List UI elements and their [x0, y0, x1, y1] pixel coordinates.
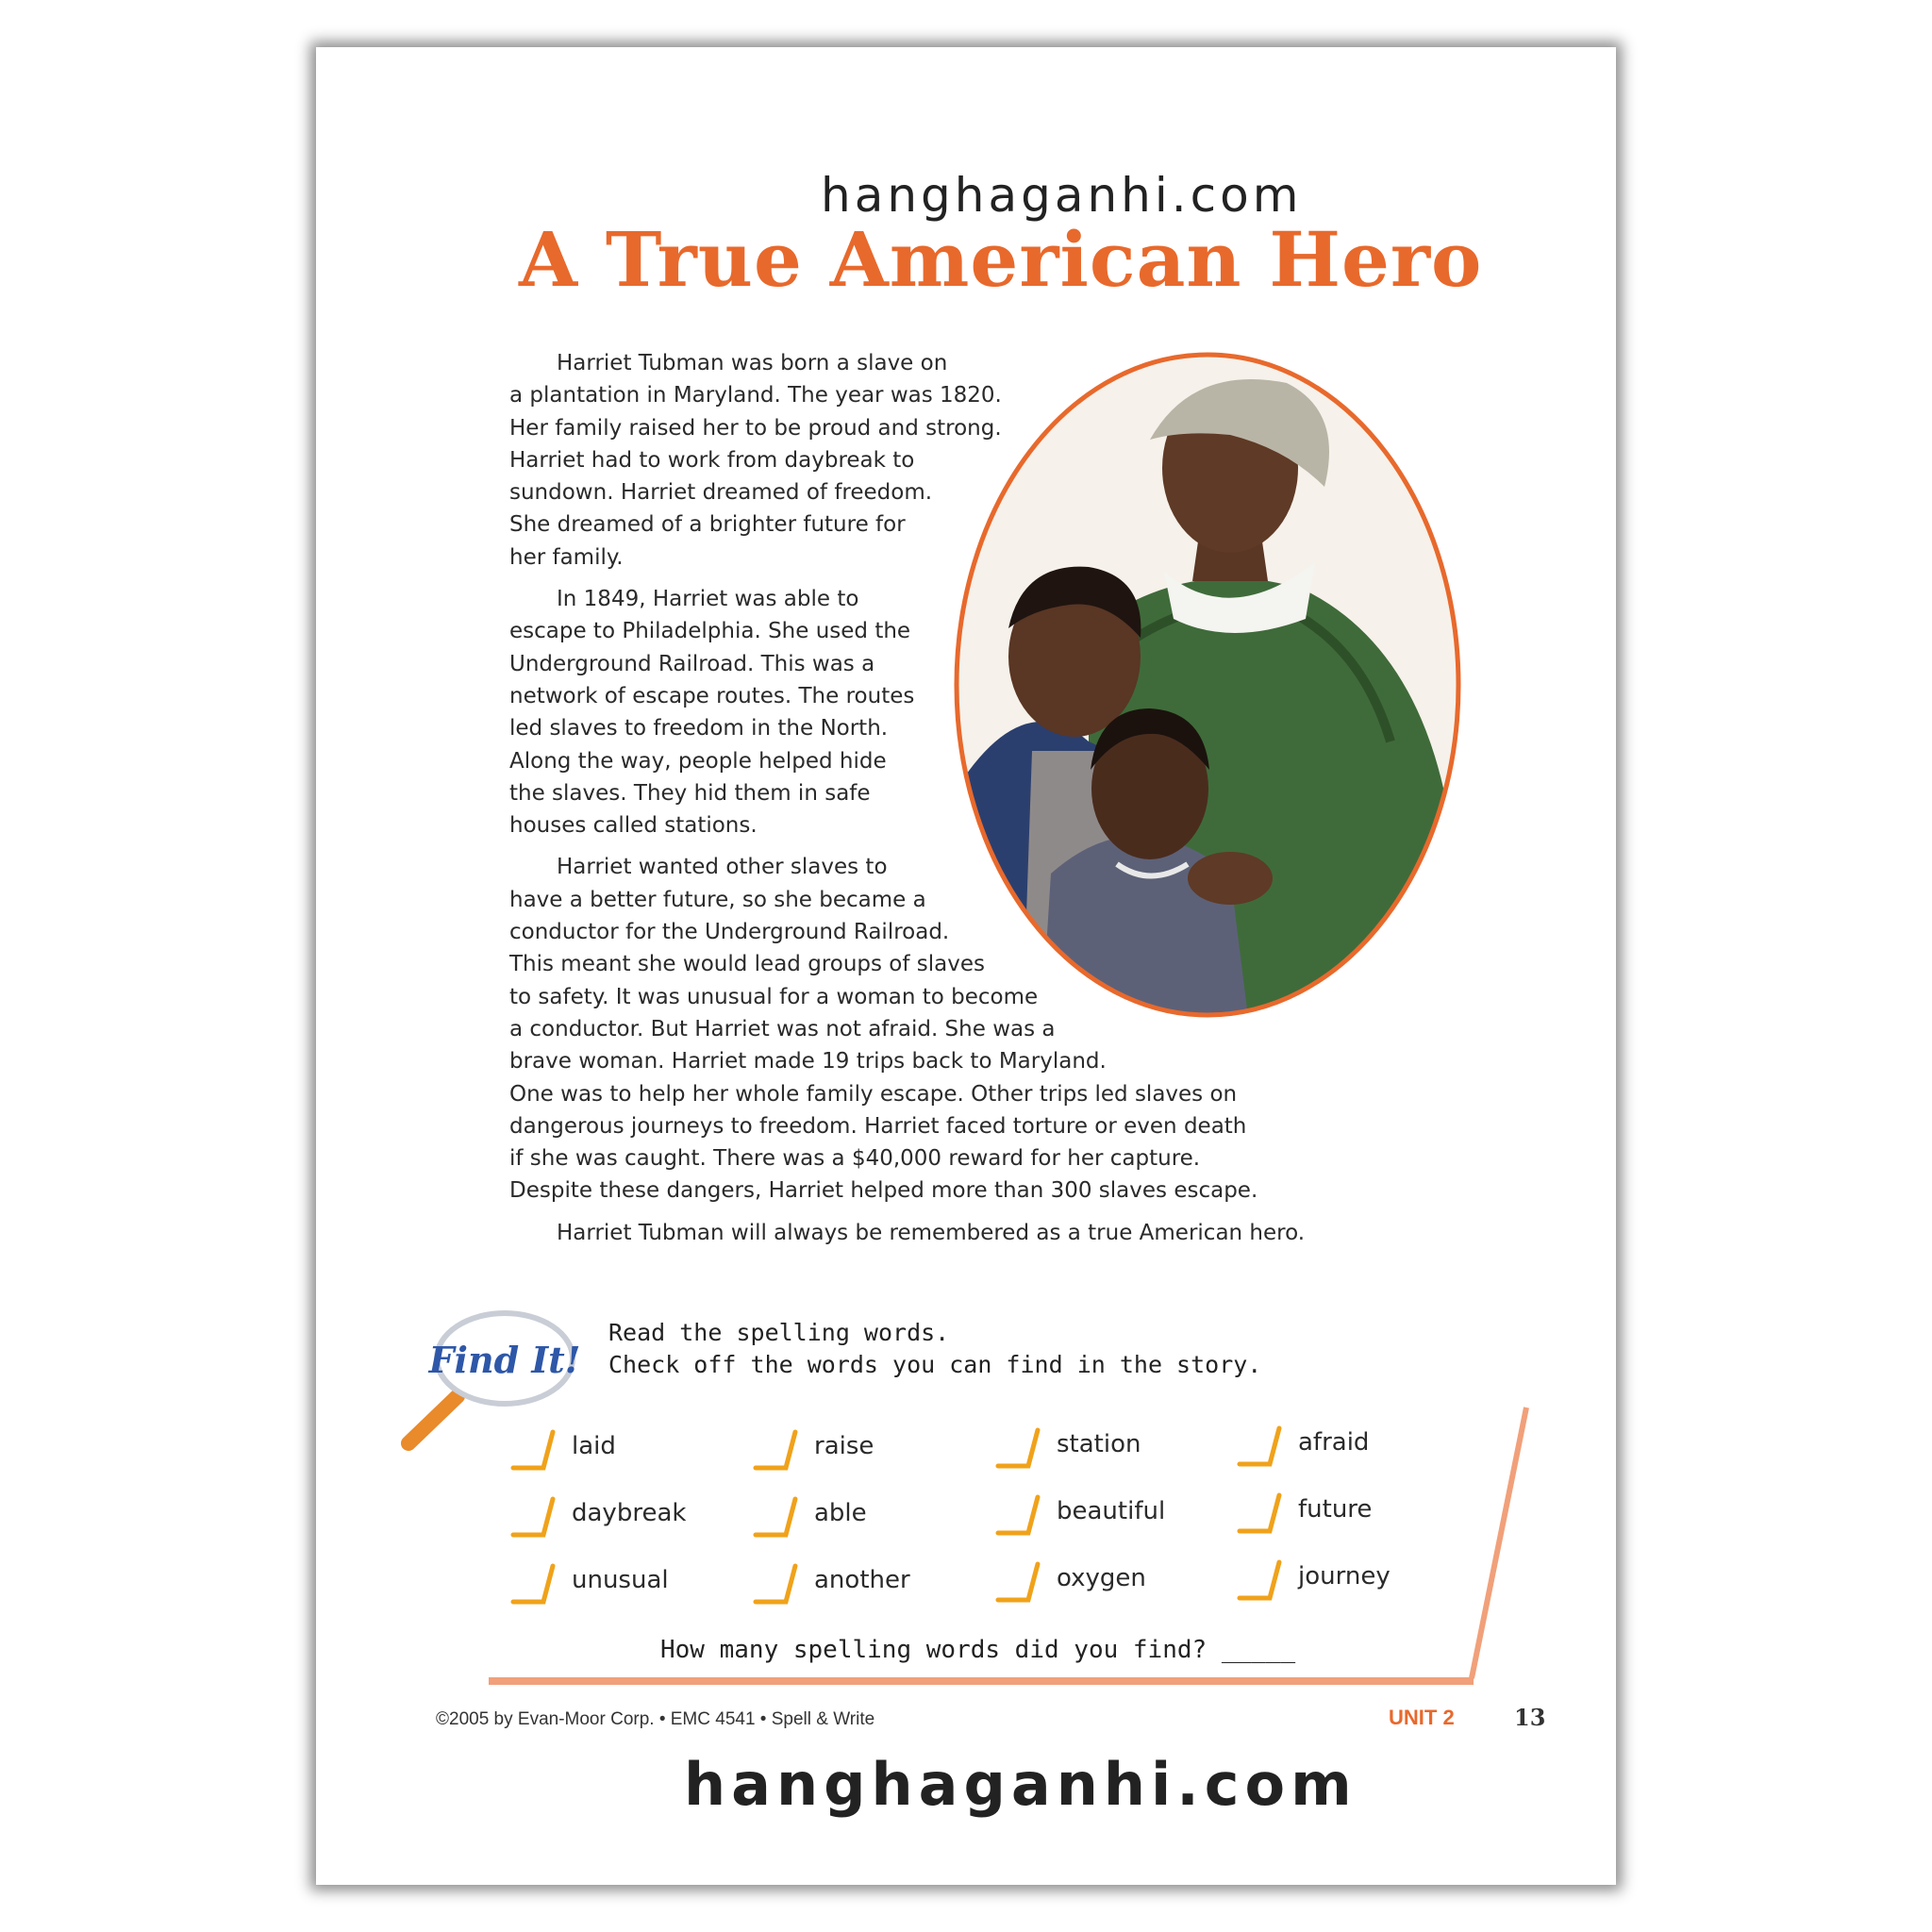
- story-line: houses called stations.: [509, 813, 758, 839]
- portrait-illustration: [947, 345, 1468, 1024]
- story-line: dangerous journeys to freedom. Harriet faced torture or even death: [509, 1113, 1247, 1139]
- checkmark-icon: [994, 1424, 1041, 1472]
- story-line: if she was caught. There was a $40,000 reward for her capture.: [509, 1146, 1201, 1172]
- watermark-top: hanghaganhi.com: [821, 168, 1303, 223]
- story-line: brave woman. Harriet made 19 trips back to Maryland.: [509, 1049, 1107, 1074]
- checkmark-icon: [509, 1493, 557, 1541]
- story-paragraph-4: [509, 1217, 1330, 1249]
- find-it-instructions: [608, 1317, 1261, 1381]
- story-line: Harriet had to work from daybreak to: [509, 447, 915, 473]
- word-checkbox-laid[interactable]: [509, 1426, 616, 1474]
- find-it-label: Find It!: [428, 1339, 581, 1381]
- word-checkbox-future[interactable]: [1236, 1490, 1372, 1537]
- instruction-line-2: Check off the words you can find in the story.: [608, 1351, 1262, 1378]
- checkmark-icon: [1236, 1490, 1283, 1537]
- watermark-bottom: hanghaganhi.com: [684, 1750, 1357, 1819]
- story-line: have a better future, so she became a: [509, 887, 926, 912]
- story-line: conductor for the Underground Railroad.: [509, 920, 950, 945]
- story-line: Harriet Tubman will always be remembered as a true American hero.: [557, 1220, 1306, 1245]
- page-number: 13: [1514, 1704, 1546, 1731]
- story-line: One was to help her whole family escape. Other trips led slaves on: [509, 1081, 1238, 1107]
- spelling-word: raise: [814, 1432, 874, 1460]
- checkmark-icon: [509, 1426, 557, 1474]
- word-checkbox-station[interactable]: [994, 1424, 1141, 1472]
- story-line: Underground Railroad. This was a: [509, 651, 875, 676]
- checkmark-icon: [994, 1558, 1041, 1606]
- word-checkbox-afraid[interactable]: [1236, 1423, 1369, 1470]
- word-checkbox-another[interactable]: [752, 1560, 910, 1607]
- story-line: led slaves to freedom in the North.: [509, 716, 889, 741]
- spelling-word: unusual: [572, 1566, 669, 1594]
- spelling-word: daybreak: [572, 1499, 687, 1527]
- checkmark-icon: [752, 1426, 799, 1474]
- checkmark-icon: [1236, 1557, 1283, 1604]
- story-line: sundown. Harriet dreamed of freedom.: [509, 480, 933, 506]
- checkmark-icon: [1236, 1423, 1283, 1470]
- story-line: Harriet wanted other slaves to: [557, 855, 888, 880]
- checkmark-icon: [752, 1560, 799, 1607]
- instruction-line-1: Read the spelling words.: [608, 1319, 950, 1346]
- story-line: In 1849, Harriet was able to: [557, 587, 859, 612]
- story-line: a conductor. But Harriet was not afraid. She was a: [509, 1016, 1056, 1041]
- checkmark-icon: [994, 1491, 1041, 1539]
- story-line: to safety. It was unusual for a woman to become: [509, 984, 1039, 1009]
- story-line: She dreamed of a brighter future for: [509, 512, 906, 538]
- spelling-word: afraid: [1298, 1428, 1370, 1457]
- spelling-word: journey: [1298, 1562, 1391, 1591]
- word-checkbox-oxygen[interactable]: [994, 1558, 1146, 1606]
- spelling-word: able: [814, 1499, 867, 1527]
- footer-unit-label: UNIT 2: [1389, 1706, 1455, 1729]
- spelling-word: another: [814, 1566, 910, 1594]
- word-checkbox-journey[interactable]: [1236, 1557, 1391, 1604]
- spelling-word: beautiful: [1057, 1497, 1166, 1525]
- story-line: her family.: [509, 544, 624, 570]
- checkmark-icon: [509, 1560, 557, 1607]
- word-checkbox-beautiful[interactable]: [994, 1491, 1165, 1539]
- word-checkbox-able[interactable]: [752, 1493, 867, 1541]
- spelling-word: laid: [572, 1432, 616, 1460]
- story-line: Despite these dangers, Harriet helped more than 300 slaves escape.: [509, 1178, 1258, 1204]
- story-line: a plantation in Maryland. The year was 1820.: [509, 383, 1002, 408]
- spelling-word: oxygen: [1057, 1564, 1146, 1592]
- word-count-question[interactable]: How many spelling words did you find? _____: [660, 1636, 1296, 1664]
- word-checkbox-daybreak[interactable]: [509, 1493, 686, 1541]
- spelling-word: future: [1298, 1495, 1373, 1524]
- story-line: escape to Philadelphia. She used the: [509, 619, 911, 644]
- word-checkbox-unusual[interactable]: [509, 1560, 669, 1607]
- story-line: This meant she would lead groups of slaves: [509, 952, 985, 977]
- story-line: network of escape routes. The routes: [509, 683, 915, 708]
- footer-copyright: ©2005 by Evan-Moor Corp. • EMC 4541 • Spell & Write: [436, 1709, 875, 1729]
- word-checkbox-raise[interactable]: [752, 1426, 874, 1474]
- spelling-word: station: [1057, 1430, 1141, 1458]
- page-title: A True American Hero: [519, 215, 1483, 304]
- checkmark-icon: [752, 1493, 799, 1541]
- story-line: Her family raised her to be proud and strong.: [509, 415, 1002, 441]
- story-line: the slaves. They hid them in safe: [509, 780, 871, 806]
- story-line: Harriet Tubman was born a slave on: [557, 351, 948, 375]
- story-line: Along the way, people helped hide: [509, 748, 887, 774]
